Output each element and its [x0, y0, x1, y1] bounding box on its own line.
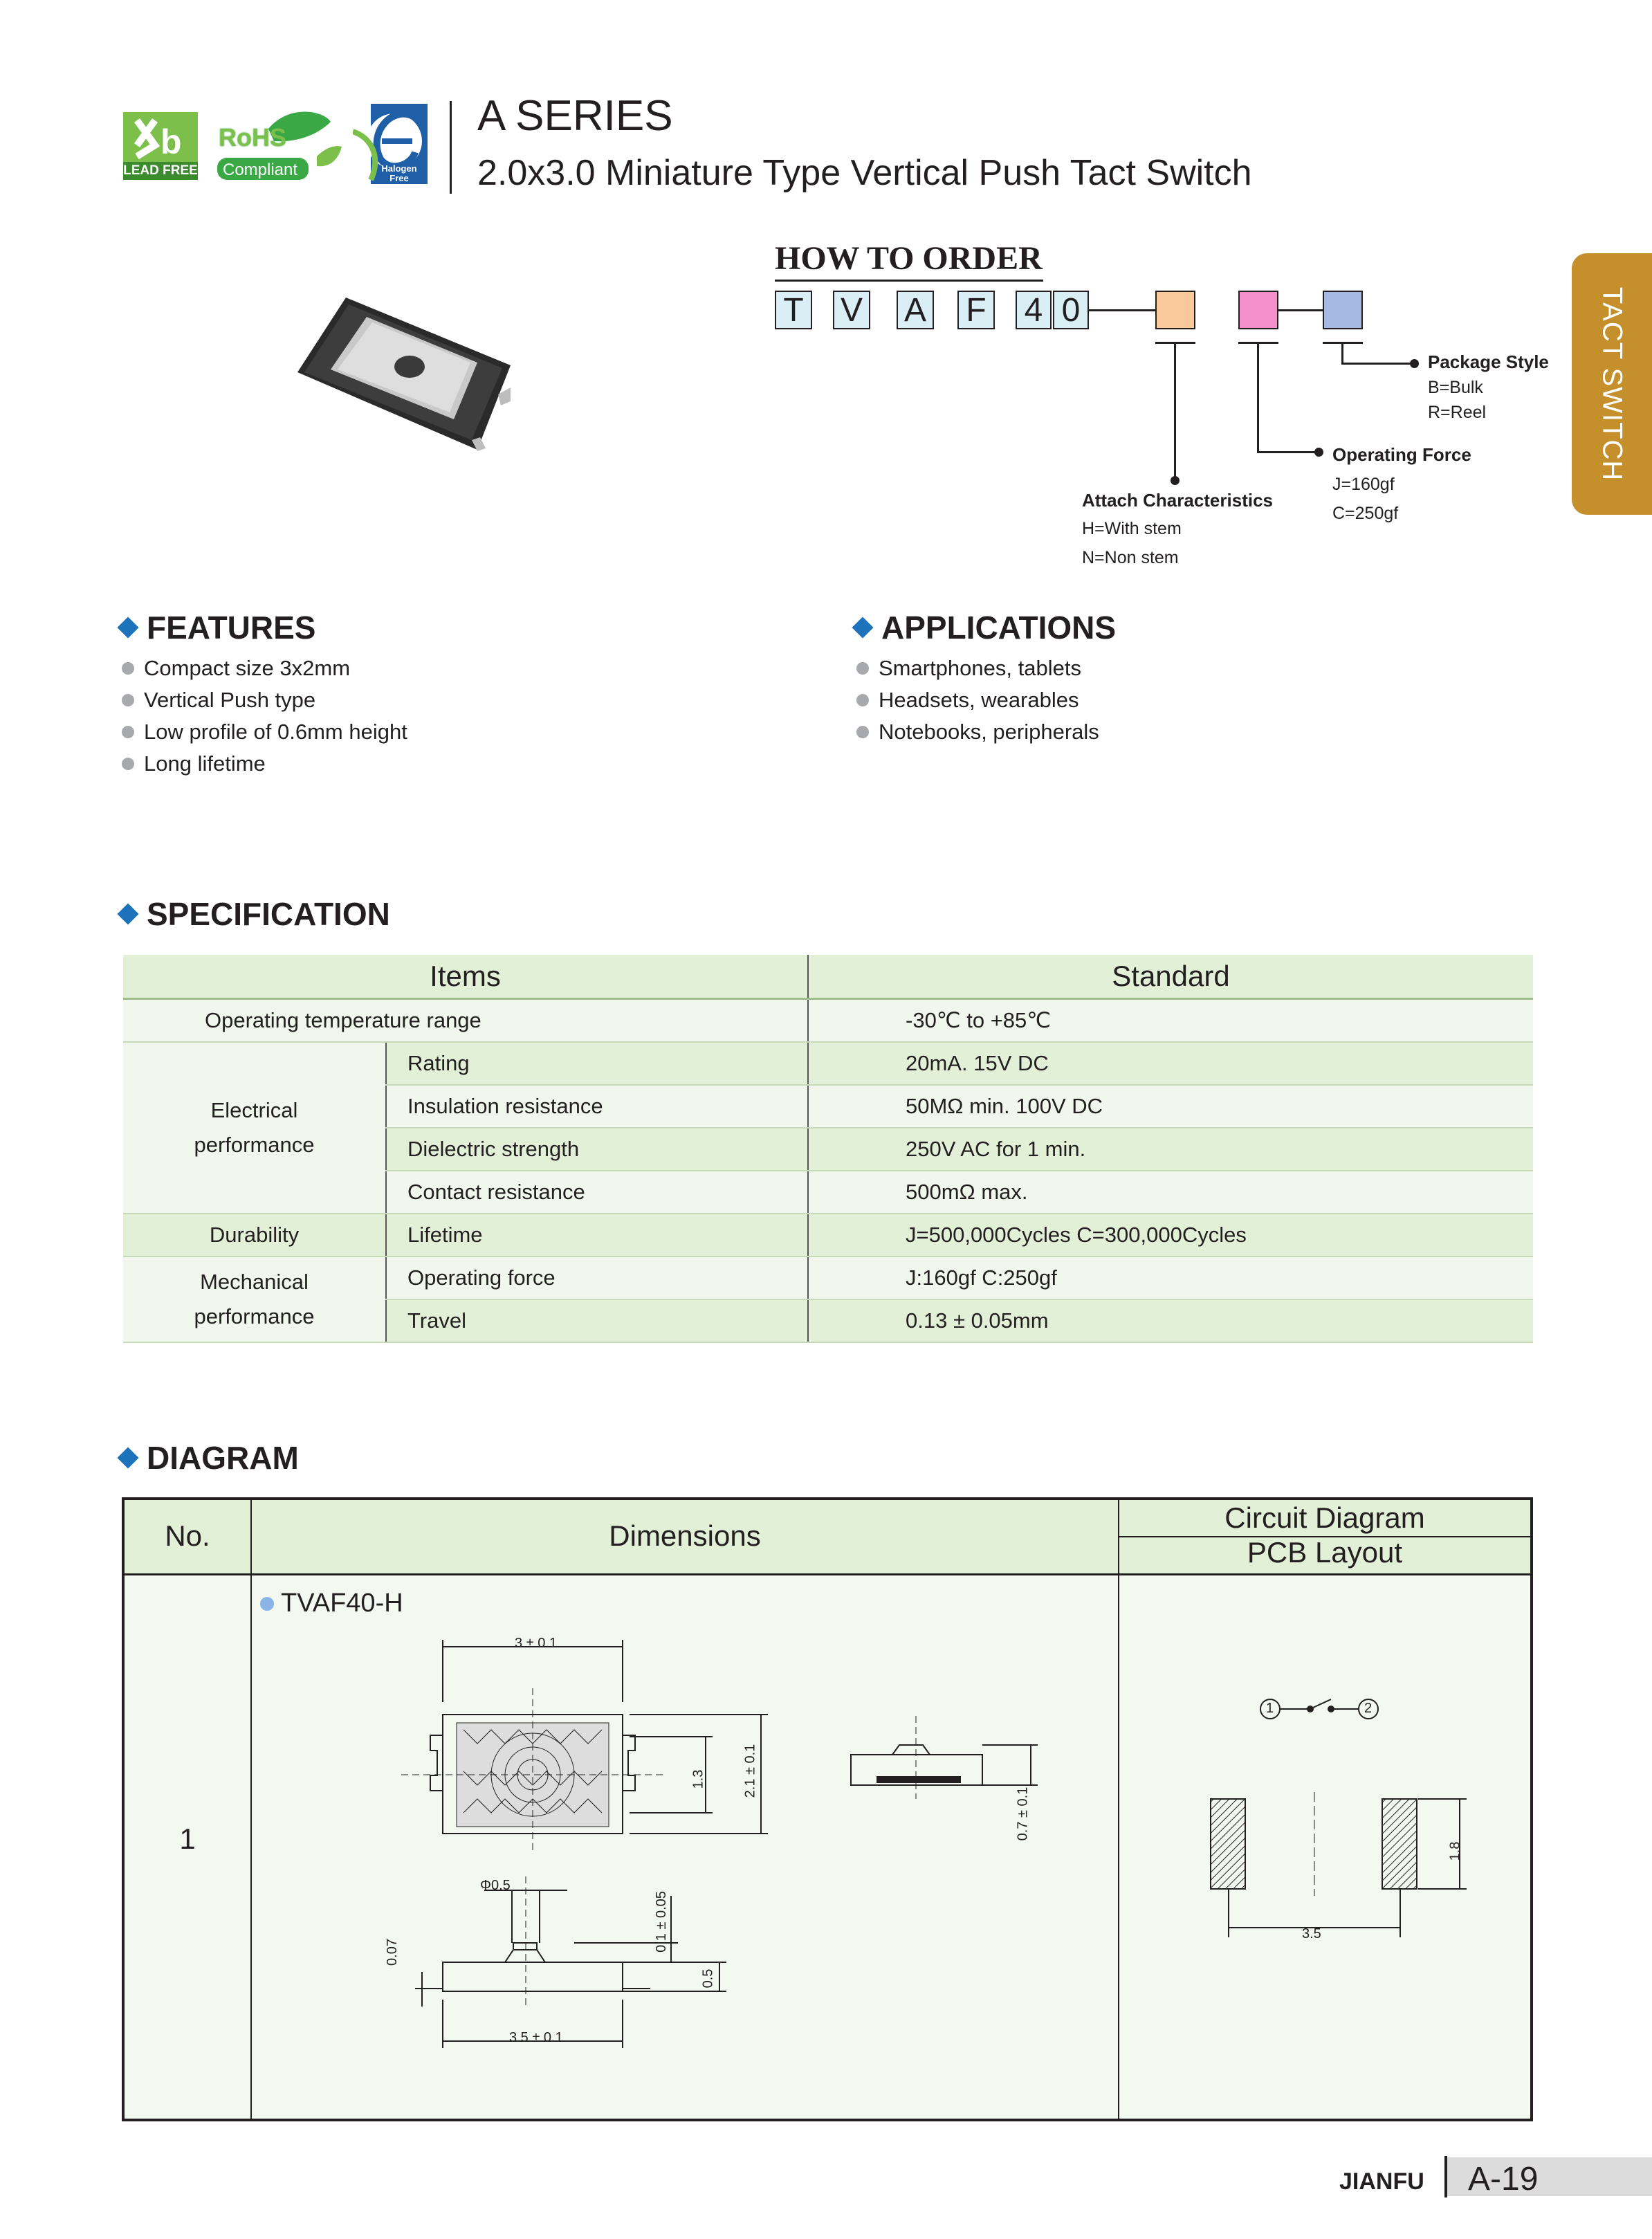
- application-text: Notebooks, peripherals: [879, 720, 1099, 744]
- dim-phi: Φ0.5: [480, 1878, 511, 1893]
- spec-value: 0.13 ± 0.05mm: [808, 1299, 1533, 1342]
- circuit-pin-2: 2: [1364, 1701, 1373, 1716]
- attach-leader: [1174, 342, 1176, 479]
- bullet-icon: [856, 694, 869, 706]
- package-leader: [1341, 342, 1343, 364]
- spec-item: Dielectric strength: [386, 1128, 808, 1171]
- spec-value: 500mΩ max.: [808, 1171, 1533, 1214]
- diagram-col-no: No.: [165, 1519, 210, 1552]
- force-title: Operating Force: [1332, 444, 1471, 465]
- specification-heading: [118, 895, 390, 933]
- bullet-icon: [122, 758, 134, 770]
- spec-col-items: Items: [123, 955, 808, 999]
- rohs-logo: [213, 108, 345, 181]
- halogen-free-text: Free: [389, 173, 409, 183]
- diagram-title: DIAGRAM: [147, 1440, 299, 1476]
- spec-header-row: [123, 955, 1533, 999]
- application-text: Smartphones, tablets: [879, 656, 1081, 680]
- specification-title: SPECIFICATION: [147, 896, 390, 932]
- package-leader: [1341, 363, 1413, 365]
- header-separator: [450, 101, 452, 194]
- diamond-icon: [117, 616, 138, 638]
- circuit-pin-1: 1: [1266, 1701, 1274, 1716]
- application-item: [856, 688, 1079, 713]
- attach-code-box: [1155, 291, 1195, 329]
- footer-brand: JIANFU: [1339, 2168, 1424, 2195]
- model-label: [260, 1589, 403, 1618]
- dim-inner-height: 1.3: [690, 1769, 706, 1789]
- spec-value: J=500,000Cycles C=300,000Cycles: [808, 1214, 1533, 1256]
- force-option: C=250gf: [1332, 504, 1399, 523]
- feature-text: Low profile of 0.6mm height: [144, 720, 407, 744]
- series-title: A SERIES: [477, 92, 673, 140]
- top-view: [401, 1640, 768, 1854]
- spec-value: 20mA. 15V DC: [808, 1042, 1533, 1085]
- diagram-col-line: [1118, 1500, 1119, 2119]
- code-char-4: 4: [1016, 291, 1052, 329]
- spec-group-durability: Durability: [123, 1214, 386, 1256]
- force-leader: [1257, 451, 1318, 453]
- footer-page-number: A-19: [1468, 2161, 1539, 2197]
- model-name: TVAF40-H: [281, 1589, 403, 1618]
- pcb-height: 1.8: [1447, 1841, 1463, 1861]
- features-title: FEATURES: [147, 610, 316, 646]
- rohs-text: RoHS: [219, 123, 286, 152]
- how-to-order-underline: [775, 280, 1043, 282]
- feature-text: Long lifetime: [144, 751, 266, 776]
- pcb-spacing: 3.5: [1302, 1926, 1321, 1941]
- attach-title: Attach Characteristics: [1082, 490, 1273, 511]
- halogen-free-logo: [353, 104, 429, 184]
- diamond-icon: [117, 903, 138, 924]
- diagram-row-no: 1: [179, 1822, 196, 1855]
- diamond-icon: [117, 1447, 138, 1468]
- order-connector: [1278, 309, 1323, 311]
- specification-table: [123, 955, 1533, 1343]
- applications-title: APPLICATIONS: [881, 610, 1117, 646]
- applications-heading: [852, 609, 1116, 646]
- bullet-icon: [260, 1597, 274, 1611]
- feature-item: [122, 720, 407, 744]
- spec-item: Insulation resistance: [386, 1085, 808, 1128]
- page-subtitle: 2.0x3.0 Miniature Type Vertical Push Tact Switch: [477, 153, 1252, 193]
- code-char-t: T: [775, 291, 812, 329]
- package-dot: [1410, 359, 1419, 368]
- lead-free-logo: [122, 111, 199, 181]
- bullet-icon: [856, 662, 869, 675]
- order-connector: [1089, 309, 1155, 311]
- dim-base-height: 0.5: [700, 1968, 716, 1989]
- lead-free-text: LEAD FREE: [123, 163, 198, 178]
- spec-value: 250V AC for 1 min.: [808, 1128, 1533, 1171]
- pcb-layout: [1211, 1792, 1467, 1937]
- application-text: Headsets, wearables: [879, 688, 1079, 712]
- diagram-header-line: [125, 1573, 1530, 1575]
- diagram-col-dimensions: Dimensions: [609, 1519, 761, 1552]
- features-heading: [118, 609, 316, 646]
- spec-group-mechanical: [123, 1256, 386, 1342]
- front-view: [415, 1876, 726, 2048]
- how-to-order-title: HOW TO ORDER: [775, 240, 1043, 277]
- application-item: [856, 656, 1081, 681]
- spec-group-label: Electrical: [210, 1098, 298, 1122]
- bullet-icon: [122, 694, 134, 706]
- circuit-pcb-drawing: [1190, 1681, 1480, 1958]
- bullet-icon: [856, 726, 869, 738]
- spec-row: [123, 1042, 1533, 1085]
- footer-divider: [1444, 2156, 1447, 2197]
- attach-option: N=Non stem: [1082, 548, 1179, 567]
- diagram-col-pcb: PCB Layout: [1247, 1536, 1403, 1569]
- spec-col-standard: Standard: [808, 955, 1533, 999]
- spec-group-label: Mechanical: [200, 1270, 309, 1294]
- code-char-v: V: [833, 291, 870, 329]
- package-code-box: [1323, 291, 1363, 329]
- spec-value: 50MΩ min. 100V DC: [808, 1085, 1533, 1128]
- side-tab-label: TACT SWITCH: [1597, 286, 1628, 482]
- spec-item: Contact resistance: [386, 1171, 808, 1214]
- spec-row: [123, 1214, 1533, 1256]
- spec-item: Rating: [386, 1042, 808, 1085]
- spec-row: [123, 1256, 1533, 1299]
- side-view: [851, 1716, 1038, 1799]
- dim-outer-height: 2.1 ± 0.1: [742, 1744, 758, 1798]
- attach-option: H=With stem: [1082, 519, 1182, 538]
- feature-item: [122, 751, 266, 776]
- code-char-f: F: [957, 291, 995, 329]
- svg-text:b: b: [160, 122, 182, 161]
- spec-item: Travel: [386, 1299, 808, 1342]
- force-dot: [1314, 448, 1323, 457]
- spec-group-label: performance: [194, 1304, 315, 1328]
- dim-length: 3.5 ± 0.1: [509, 2030, 563, 2045]
- rohs-compliant-text: Compliant: [223, 161, 298, 179]
- diagram-col-circuit: Circuit Diagram: [1224, 1501, 1425, 1534]
- attach-dot: [1171, 476, 1180, 485]
- feature-text: Vertical Push type: [144, 688, 316, 712]
- diamond-icon: [852, 616, 873, 638]
- halogen-text: Halogen: [381, 163, 417, 174]
- spec-value: -30℃ to +85℃: [808, 999, 1533, 1043]
- product-photo: [291, 284, 512, 457]
- spec-item: Operating force: [386, 1256, 808, 1299]
- package-title: Package Style: [1428, 351, 1549, 372]
- spec-value: J:160gf C:250gf: [808, 1256, 1533, 1299]
- spec-row: [123, 999, 1533, 1043]
- bullet-icon: [122, 726, 134, 738]
- package-option: B=Bulk: [1428, 378, 1483, 397]
- spec-item: Lifetime: [386, 1214, 808, 1256]
- force-option: J=160gf: [1332, 475, 1395, 494]
- application-item: [856, 720, 1099, 744]
- dim-stem: 0.1 ± 0.05: [653, 1891, 669, 1953]
- force-code-box: [1238, 291, 1278, 329]
- feature-text: Compact size 3x2mm: [144, 656, 351, 680]
- package-option: R=Reel: [1428, 403, 1487, 422]
- side-tab: [1572, 253, 1652, 515]
- code-char-a: A: [897, 291, 934, 329]
- diagram-col-line: [250, 1500, 252, 2119]
- feature-item: [122, 688, 315, 713]
- spec-group-electrical: [123, 1042, 386, 1214]
- dimension-drawing: [374, 1633, 1065, 2062]
- dim-thin: 0.07: [384, 1939, 400, 1966]
- force-leader: [1257, 342, 1259, 453]
- bullet-icon: [122, 662, 134, 675]
- spec-item: Operating temperature range: [123, 999, 808, 1043]
- dim-width: 3 ± 0.1: [515, 1636, 558, 1651]
- diagram-heading: [118, 1439, 299, 1477]
- circuit-diagram: [1260, 1699, 1378, 1719]
- feature-item: [122, 656, 350, 681]
- dim-side-height: 0.7 ± 0.1: [1015, 1786, 1031, 1841]
- spec-group-label: performance: [194, 1133, 315, 1157]
- code-char-0: 0: [1053, 291, 1089, 329]
